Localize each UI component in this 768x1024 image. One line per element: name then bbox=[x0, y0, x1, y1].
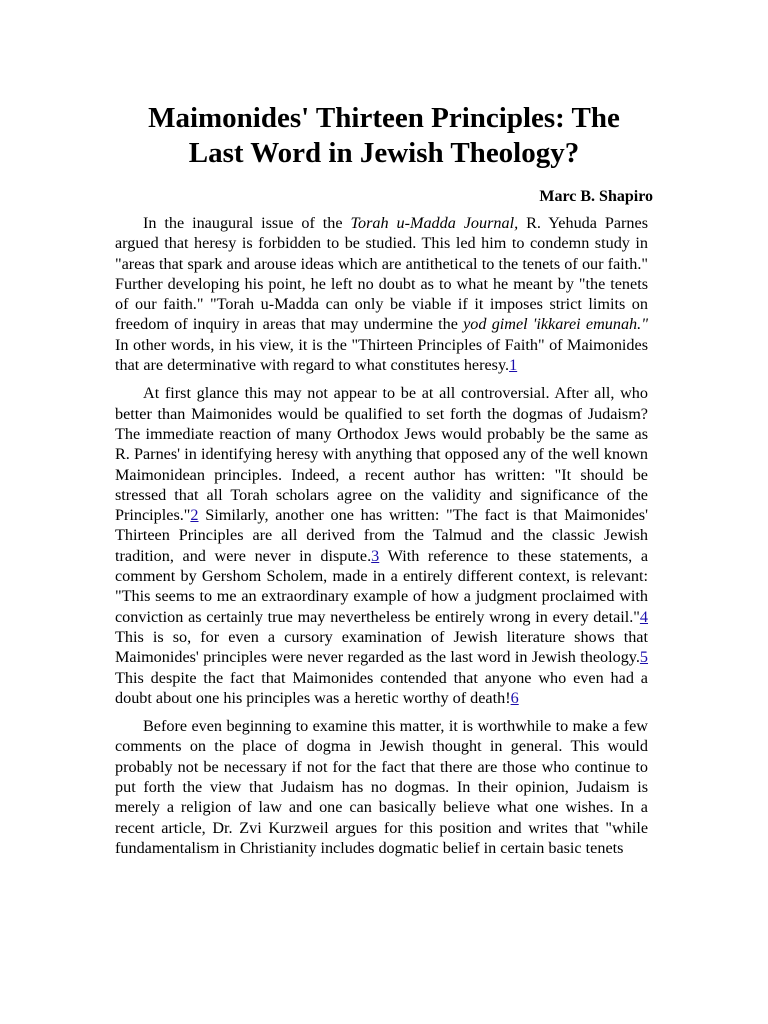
text-run: This despite the fact that Maimonides contended that anyone who even had a doubt about one his principles was a heretic worthy of death! bbox=[115, 668, 648, 707]
paragraph bbox=[115, 383, 648, 708]
document-title bbox=[100, 101, 668, 171]
footnote-link[interactable]: 2 bbox=[190, 506, 199, 525]
author-name: Marc B. Shapiro bbox=[539, 188, 653, 205]
text-run: With reference to these statements, a comment by Gershom Scholem, made in a entirely different context, is relevant: "This seems to me an extraordinary example of how a judgment proclaimed with conviction as certainly true may nevertheless be entirely wrong in every detail." bbox=[115, 546, 649, 626]
text-run: Similarly, another one has written: "The fact is that Maimonides' Thirteen Principles are all derived from the Talmud and the classic Jewish tradition, and were never in dispute. bbox=[115, 506, 648, 565]
text-run: This is so, for even a cursory examination of Jewish literature shows that Maimonides' principles were never regarded as the last word in Jewish theology. bbox=[115, 627, 648, 667]
footnote-link[interactable]: 5 bbox=[639, 648, 648, 667]
text-run: At first glance this may not appear to be at all controversial. After all, who better than Maimonides would be qualified to set forth the dogmas of Judaism? The immediate reaction of many Orthodox Jews would probably be the same as R. Parnes' in identifying heresy with anything that opposed any of the well known Maimonidean principles. Indeed, a recent author has written: "It should be stressed that all Torah scholars agree on the validity and significance of the Principles." bbox=[115, 384, 648, 525]
text-run: Before even beginning to examine this matter, it is worthwhile to make a few comments on the place of dogma in Jewish thought in general. This would probably not be necessary if not for the fact that there are those who continue to put forth the view that Judaism has no dogmas. In their opinion, Judaism is merely a religion of law and one can basically believe what one wishes. In a recent article, Dr. Zvi Kurzweil argues for this position and writes that "while fundamentalism in Christianity includes dogmatic belief in certain basic tenets bbox=[115, 717, 648, 857]
text-run: In other words, in his view, it is the "Thirteen Principles of Faith" of Maimonides that are determinative with regard to what constitutes heresy. bbox=[115, 335, 648, 375]
title-line: Maimonides' Thirteen Principles: The bbox=[148, 102, 620, 134]
text-run: R. Yehuda Parnes argued that heresy is forbidden to be studied. This led him to condemn study in "areas that spark and arouse ideas which are antithetical to the tenets of our faith." Further developing his point, he left no doubt as to what he meant by "the tenets of our faith." "Torah u-Madda can only be viable if it imposes strict limits on freedom of inquiry in areas that may undermine the bbox=[115, 214, 649, 334]
text-run: In the inaugural issue of the bbox=[143, 214, 351, 232]
article-body bbox=[115, 213, 648, 858]
paragraph bbox=[115, 716, 648, 858]
footnote-link[interactable]: 3 bbox=[371, 546, 380, 565]
paragraph bbox=[115, 213, 648, 375]
italic-text: Torah u-Madda Journal, bbox=[350, 214, 519, 232]
italic-text: yod gimel 'ikkarei emunah." bbox=[463, 315, 648, 334]
title-line: Last Word in Jewish Theology? bbox=[188, 137, 580, 169]
footnote-link[interactable]: 1 bbox=[509, 356, 518, 375]
footnote-link[interactable]: 4 bbox=[639, 607, 648, 626]
footnote-link[interactable]: 6 bbox=[510, 688, 519, 707]
